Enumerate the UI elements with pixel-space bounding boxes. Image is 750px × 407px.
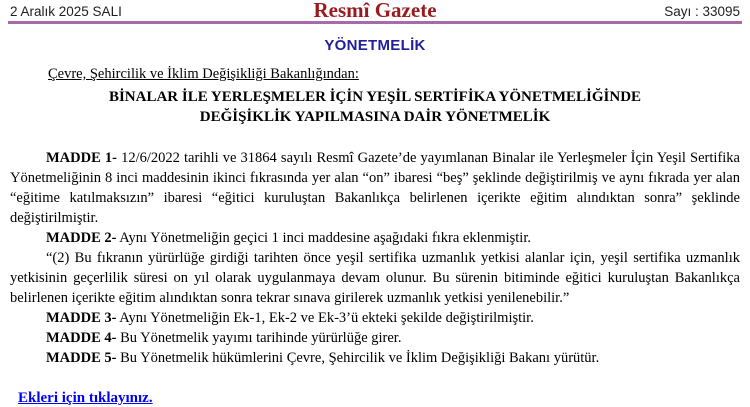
document-title-line2: DEĞİŞİKLİK YAPILMASINA DAİR YÖNETMELİK (199, 109, 551, 125)
article-paragraph (10, 308, 740, 328)
article-label: MADDE 1- (46, 150, 117, 166)
article-label: MADDE 5- (46, 350, 117, 366)
gazette-header (0, 0, 750, 21)
article-label: MADDE 2- (46, 230, 117, 246)
article-paragraph (10, 328, 740, 348)
article-label: MADDE 4- (46, 330, 117, 346)
article-text: Aynı Yönetmeliğin geçici 1 inci maddesine aşağıdaki fıkra eklenmiştir. (116, 230, 531, 246)
article-text: Aynı Yönetmeliğin Ek-1, Ek-2 ve Ek-3’ü ekteki şekilde değiştirilmiştir. (116, 310, 534, 326)
article-text: 12/6/2022 tarihli ve 31864 sayılı Resmî Gazete’de yayımlanan Binalar ile Yerleşmeler İçin Yeşil Sertifika Yönetmeliğinin 8 inci maddesinin ikinci fıkrasında yer alan “on” ibaresi “beş” şeklinde değiştirilmiş ve aynı fıkrada yer alan “eğitime katılmaksızın” ibaresi “eğitici kuruluştan Bakanlıkça belirlenen içerikte eğitim alındıktan sonra” şeklinde değiştirilmiştir. (10, 150, 740, 226)
article-list (10, 148, 740, 368)
gazette-masthead: Resmî Gazete (313, 0, 437, 22)
article-text: “(2) Bu fıkranın yürürlüğe girdiği tarihten önce yeşil sertifika uzmanlık yetkisi alanlar için, yeşil sertifika uzmanlık yetkisinin geçerlilik süresi on yıl olarak uygulanmaya devam olunur. Bu sürenin bitiminde eğitici kuruluştan Bakanlıkça belirlenen içerikte eğitim alındıktan sonra tekrar sınava girilerek uzmanlık yetkisi yenilenebilir.” (10, 250, 740, 306)
document-title (0, 87, 750, 127)
section-heading: YÖNETMELİK (324, 37, 426, 54)
article-paragraph (10, 248, 740, 308)
attachments-row (18, 389, 750, 407)
article-paragraph (10, 228, 740, 248)
gazette-date: 2 Aralık 2025 SALI (10, 4, 122, 19)
article-text: Bu Yönetmelik yayımı tarihinde yürürlüğe girer. (116, 330, 402, 346)
article-text: Bu Yönetmelik hükümlerini Çevre, Şehircilik ve İklim Değişikliği Bakanı yürütür. (116, 350, 600, 366)
attachments-link[interactable]: Ekleri için tıklayınız. (18, 390, 153, 406)
ministry-line: Çevre, Şehircilik ve İklim Değişikliği Bakanlığından: (48, 66, 359, 82)
article-paragraph (10, 148, 740, 228)
gazette-issue-number: Sayı : 33095 (664, 4, 740, 19)
article-paragraph (10, 348, 740, 368)
article-label: MADDE 3- (46, 310, 117, 326)
document-title-line1: BİNALAR İLE YERLEŞMELER İÇİN YEŞİL SERTİFİKA YÖNETMELİĞİNDE (108, 89, 642, 105)
